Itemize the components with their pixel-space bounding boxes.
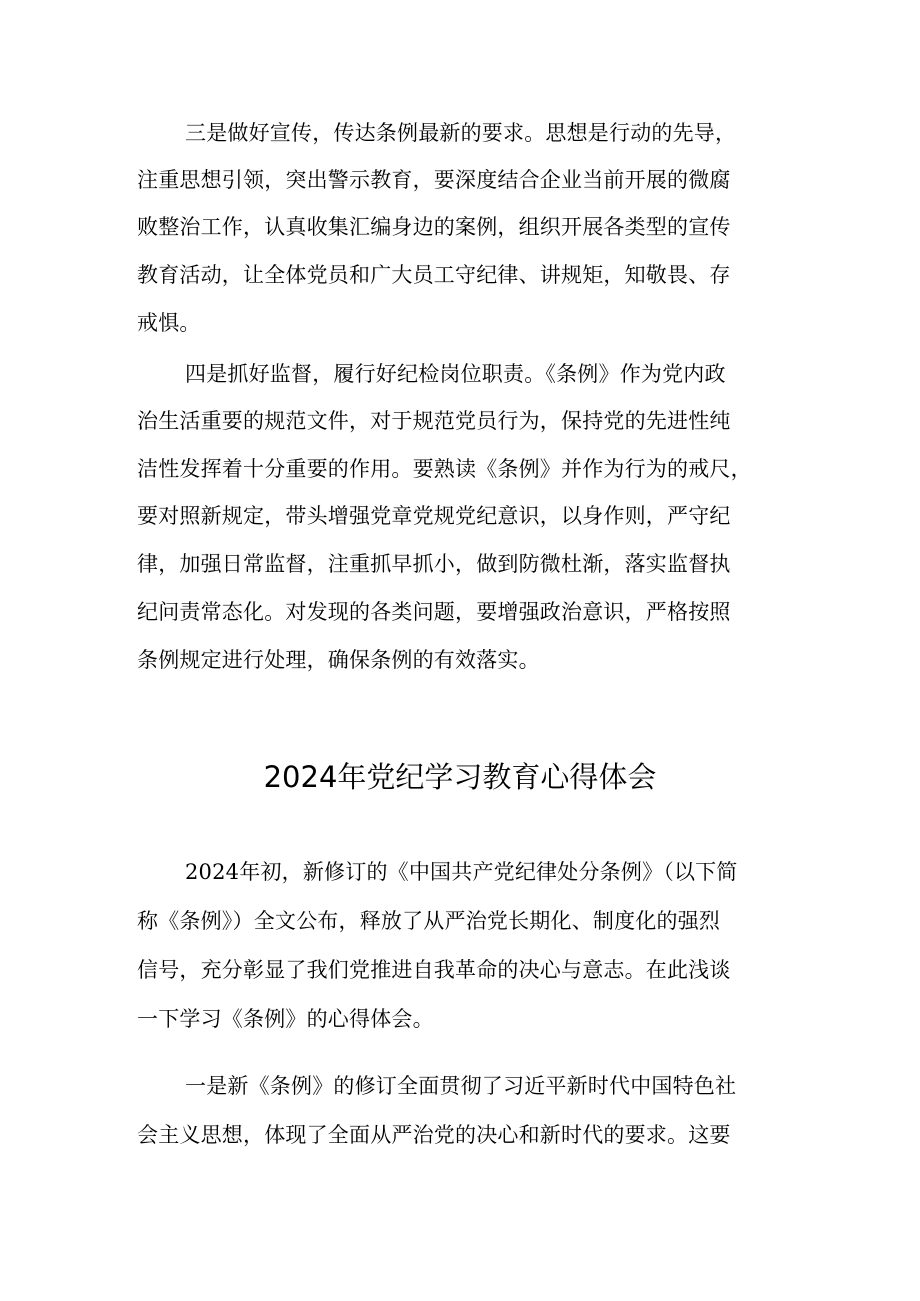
paragraph-line: 一下学习《条例》的心得体会。 <box>137 1007 434 1031</box>
paragraph-line: 要对照新规定，带头增强党章党规党纪意识，以身作则，严守纪 <box>137 504 731 528</box>
paragraph-line: 败整治工作，认真收集汇编身边的案例，组织开展各类型的宣传 <box>137 215 731 239</box>
paragraph-line: 称《条例》）全文公布，释放了从严治党长期化、制度化的强烈 <box>137 909 721 933</box>
paragraph-line: 四是抓好监督，履行好纪检岗位职责。《条例》作为党内政 <box>185 362 726 386</box>
paragraph-line: 注重思想引领，突出警示教育，要深度结合企业当前开展的微腐 <box>137 168 731 192</box>
section-heading: 2024年党纪学习教育心得体会 <box>263 760 657 794</box>
paragraph-line: 戒惧。 <box>137 311 201 335</box>
paragraph-line: 2024年初，新修订的《中国共产党纪律处分条例》（以下简 <box>185 860 738 884</box>
paragraph-line: 律，加强日常监督，注重抓早抓小，做到防微杜渐，落实监督执 <box>137 552 731 576</box>
paragraph-line: 一是新《条例》的修订全面贯彻了习近平新时代中国特色社 <box>185 1074 737 1098</box>
paragraph-line: 条例规定进行处理，确保条例的有效落实。 <box>137 648 540 672</box>
paragraph-line: 信号，充分彰显了我们党推进自我革命的决心与意志。在此浅谈 <box>137 958 731 982</box>
paragraph-line: 治生活重要的规范文件，对于规范党员行为，保持党的先进性纯 <box>137 409 731 433</box>
paragraph-line: 会主义思想，体现了全面从严治党的决心和新时代的要求。这要 <box>137 1123 731 1147</box>
paragraph-line: 教育活动，让全体党员和广大员工守纪律、讲规矩，知敬畏、存 <box>137 263 731 287</box>
paragraph-line: 纪问责常态化。对发现的各类问题，要增强政治意识，严格按照 <box>137 600 731 624</box>
paragraph-line: 三是做好宣传，传达条例最新的要求。思想是行动的先导， <box>185 121 737 145</box>
paragraph-line: 洁性发挥着十分重要的作用。要熟读《条例》并作为行为的戒尺， <box>137 457 752 481</box>
